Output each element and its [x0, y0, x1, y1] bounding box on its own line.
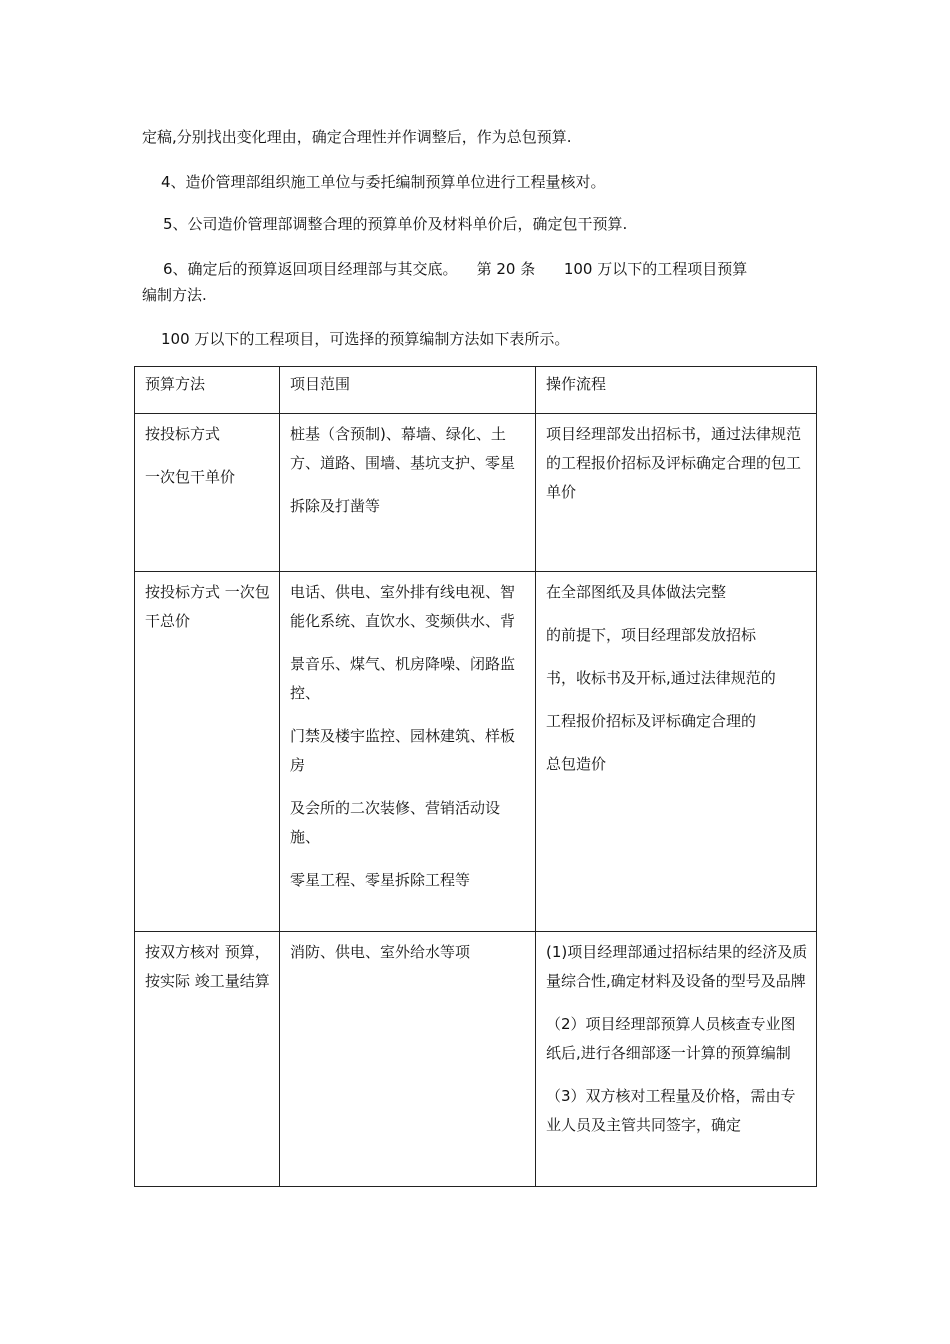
header-scope: 项目范围: [280, 367, 536, 414]
cell-text: (1)项目经理部通过招标结果的经济及质量综合性,确定材料及设备的型号及品牌: [546, 943, 808, 990]
cell-text: 按投标方式: [145, 425, 221, 443]
cell-text: （3）双方核对工程量及价格，需由专业人员及主管共同签字，确定: [546, 1087, 796, 1134]
table-row: [135, 932, 817, 1187]
cell-method: [135, 572, 280, 932]
cell-text: 按双方核对 预算，按实际 竣工量结算: [145, 943, 270, 990]
cell-text: 零星工程、零星拆除工程等: [290, 871, 471, 889]
cell-scope: [280, 932, 536, 1187]
cell-method: [135, 414, 280, 572]
cell-text: 拆除及打凿等: [290, 497, 381, 515]
cell-text: 在全部图纸及具体做法完整: [546, 583, 727, 601]
paragraph-1: 定稿,分别找出变化理由，确定合理性并作调整后，作为总包预算.: [142, 128, 572, 146]
cell-text: 书，收标书及开标,通过法律规范的: [546, 669, 776, 687]
cell-process: [536, 572, 817, 932]
table-row: [135, 572, 817, 932]
budget-method-table: [134, 366, 817, 1187]
cell-text: 门禁及楼宇监控、园林建筑、样板房: [290, 727, 516, 774]
cell-text: 电话、供电、室外排有线电视、智能化系统、直饮水、变频供水、背: [290, 583, 516, 630]
cell-text: 桩基（含预制)、幕墙、绿化、土方、道路、围墙、基坑支护、零星: [290, 425, 516, 472]
header-process: 操作流程: [536, 367, 817, 414]
header-method: 预算方法: [135, 367, 280, 414]
cell-scope: [280, 414, 536, 572]
cell-process: [536, 932, 817, 1187]
table-header-row: [135, 367, 817, 414]
cell-text: 及会所的二次装修、营销活动设施、: [290, 799, 501, 846]
cell-text: 工程报价招标及评标确定合理的: [546, 712, 757, 730]
cell-text: （2）项目经理部预算人员核查专业图纸后,进行各细部逐一计算的预算编制: [546, 1015, 796, 1062]
cell-text: 一次包干单价: [145, 468, 236, 486]
table-row: [135, 414, 817, 572]
paragraph-3: 5、公司造价管理部调整合理的预算单价及材料单价后，确定包干预算.: [163, 215, 628, 233]
cell-text: 总包造价: [546, 755, 607, 773]
cell-method: [135, 932, 280, 1187]
cell-text: 消防、供电、室外给水等项: [290, 943, 471, 961]
cell-scope: [280, 572, 536, 932]
cell-text: 项目经理部发出招标书，通过法律规范的工程报价招标及评标确定合理的包工单价: [546, 425, 802, 501]
cell-text: 的前提下，项目经理部发放招标: [546, 626, 757, 644]
paragraph-2: 4、造价管理部组织施工单位与委托编制预算单位进行工程量核对。: [161, 173, 606, 191]
paragraph-4-line-2: 编制方法.: [142, 286, 207, 304]
cell-process: [536, 414, 817, 572]
cell-text: 按投标方式 一次包干总价: [145, 583, 270, 630]
paragraph-5: 100 万以下的工程项目，可选择的预算编制方法如下表所示。: [161, 330, 570, 348]
cell-text: 景音乐、煤气、机房降噪、闭路监控、: [290, 655, 516, 702]
paragraph-4-line-1: 6、确定后的预算返回项目经理部与其交底。 第 20 条 100 万以下的工程项目预算: [163, 260, 748, 278]
